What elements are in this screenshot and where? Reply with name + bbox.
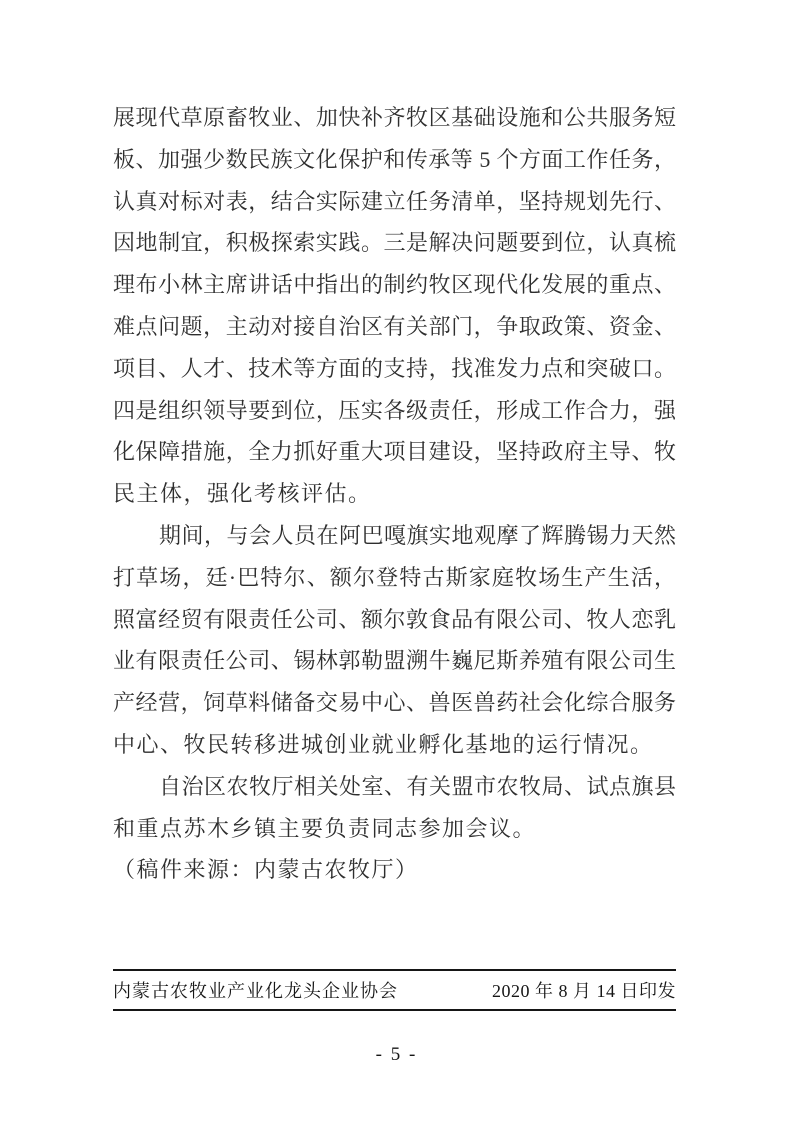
text-line: 理布小林主席讲话中指出的制约牧区现代化发展的重点、 [113, 272, 676, 298]
body-text [113, 97, 676, 891]
footer-print-date: 2020 年 8 月 14 日印发 [492, 981, 676, 1001]
footer-divider-bottom [113, 1009, 676, 1011]
text-line: 产经营，饲草料储备交易中心、兽医兽药社会化综合服务 [113, 690, 676, 716]
footer-row [113, 971, 676, 1009]
text-line: 项目、人才、技术等方面的支持，找准发力点和突破口。 [113, 355, 676, 381]
text-line: 和重点苏木乡镇主要负责同志参加会议。 [113, 815, 537, 841]
text-line: 打草场，廷·巴特尔、额尔登特古斯家庭牧场生产生活， [113, 564, 676, 590]
text-line: 民主体，强化考核评估。 [113, 481, 372, 507]
text-line: 展现代草原畜牧业、加快补齐牧区基础设施和公共服务短 [113, 105, 676, 130]
text-line: 中心、牧民转移进城创业就业孵化基地的运行情况。 [113, 731, 654, 757]
text-line: 四是组织领导要到位，压实各级责任，形成工作合力，强 [113, 397, 676, 423]
text-line: 业有限责任公司、锡林郭勒盟溯牛巍尼斯养殖有限公司生 [113, 648, 676, 674]
page-number: - 5 - [375, 1044, 418, 1065]
text-line: 自治区农牧厅相关处室、有关盟市农牧局、试点旗县 [159, 773, 676, 799]
text-line: 因地制宜，积极探索实践。三是解决问题要到位，认真梳 [113, 230, 676, 256]
text-line: 照富经贸有限责任公司、额尔敦食品有限公司、牧人恋乳 [113, 606, 676, 632]
text-line: 认真对标对表，结合实际建立任务清单，坚持规划先行、 [113, 188, 676, 214]
source-note: （稿件来源：内蒙古农牧厅） [113, 857, 419, 883]
text-line: 期间，与会人员在阿巴嘎旗实地观摩了辉腾锡力天然 [159, 522, 676, 548]
text-line: 难点问题，主动对接自治区有关部门，争取政策、资金、 [113, 313, 676, 339]
text-line: 化保障措施，全力抓好重大项目建设，坚持政府主导、牧 [113, 439, 676, 465]
text-line: 板、加强少数民族文化保护和传承等 5 个方面工作任务， [113, 146, 676, 172]
footer-issuer: 内蒙古农牧业产业化龙头企业协会 [113, 981, 398, 1001]
